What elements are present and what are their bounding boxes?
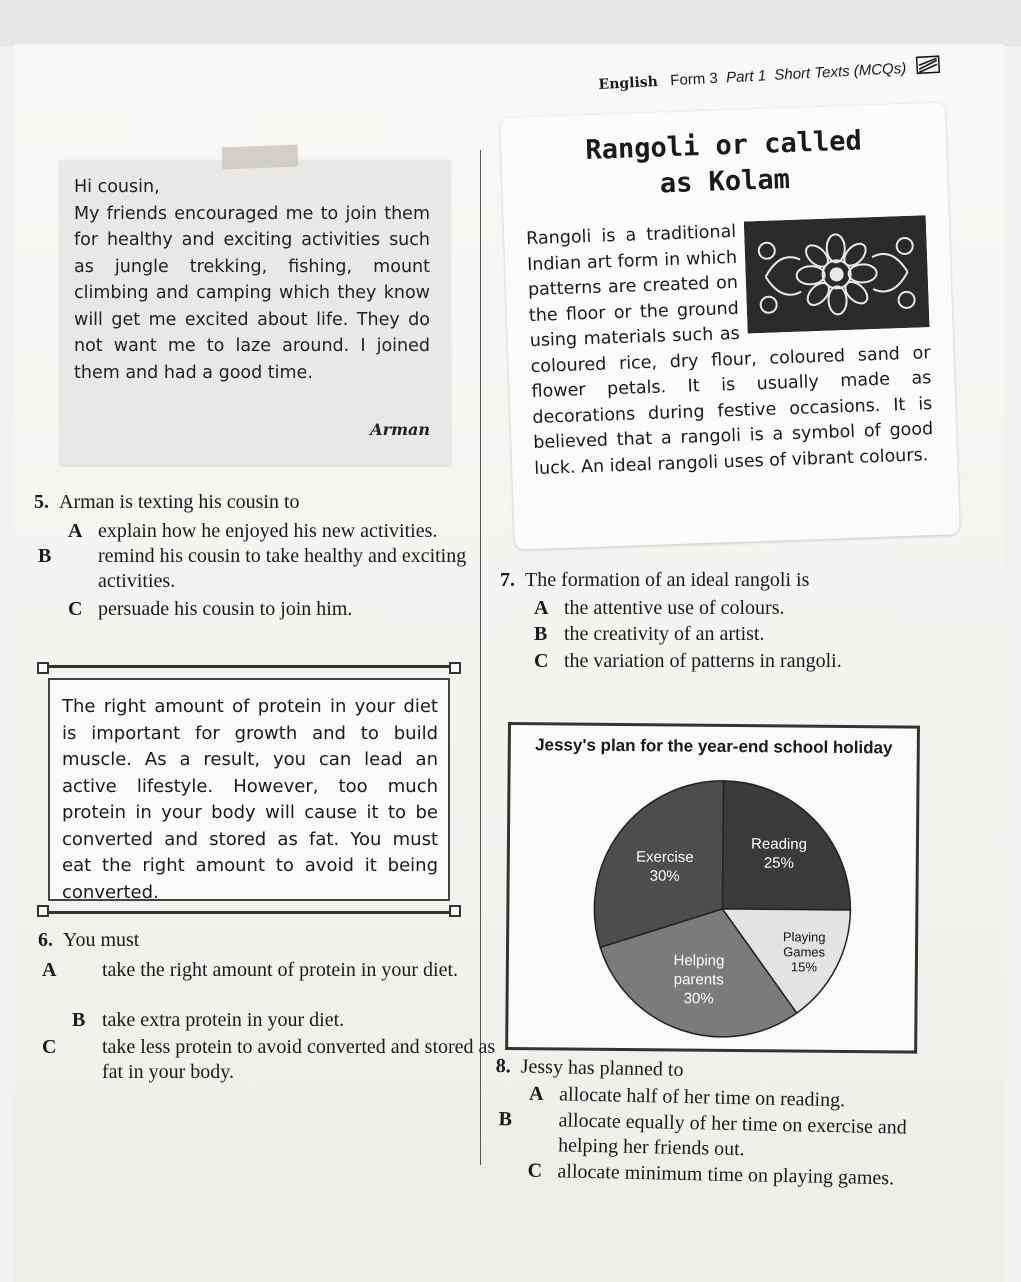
q5-stem: Arman is texting his cousin to xyxy=(59,491,300,513)
pie-label-exercise: Exercise 30% xyxy=(635,848,694,885)
q8-stem: Jessy has planned to xyxy=(520,1055,684,1081)
q7-number: 7. xyxy=(500,569,515,591)
note-signature: Arman xyxy=(370,419,430,439)
q6-option-c[interactable]: C take less protein to avoid converted and stored as fat in your body. xyxy=(42,1036,496,1083)
note-card xyxy=(60,160,450,465)
q6-option-a[interactable]: A take the right amount of protein in your diet. xyxy=(42,959,459,981)
protein-passage-box xyxy=(48,678,450,901)
q8-option-a[interactable]: A allocate half of her time on reading. xyxy=(528,1082,846,1112)
q8-option-c[interactable]: C allocate minimum time on playing games. xyxy=(527,1159,895,1190)
corner-ornament xyxy=(37,662,49,674)
note-greeting: Hi cousin, xyxy=(74,177,160,197)
q7-option-b[interactable]: B the creativity of an artist. xyxy=(534,623,765,645)
q7-option-a[interactable]: A the attentive use of colours. xyxy=(534,597,785,619)
q7-option-c[interactable]: C the variation of patterns in rangoli. xyxy=(534,650,842,672)
q5-option-b[interactable]: B remind his cousin to take healthy and exciting activities. xyxy=(38,545,467,592)
question-5 xyxy=(34,490,474,620)
rangoli-body: Rangoli is a traditional Indian art form in which patterns are created on the floor or the ground using materials such as coloured rice, dry flour, coloured sand or flower petals. It is usually made as decorations during festive occasions. It is believed that a rangoli is a symbol of good luck. An ideal rangoli uses of vibrant colours. xyxy=(525,221,934,479)
header-form: Form 3 xyxy=(669,69,719,90)
pie-label-reading: Reading 25% xyxy=(751,835,808,872)
header-part: Part 1 xyxy=(725,67,767,87)
corner-ornament xyxy=(449,662,461,674)
pie-chart-box xyxy=(505,722,920,1054)
q5-number: 5. xyxy=(34,491,49,513)
column-divider xyxy=(480,150,481,1165)
pie-chart xyxy=(508,725,917,1051)
note-body: My friends encouraged me to join them for healthy and exciting activities such as jungle trekking, fishing, mount climbing and camping which they know will get me excited about life. They do not want me to laze around. I joined them and had a good time. xyxy=(74,203,430,383)
q7-stem: The formation of an ideal rangoli is xyxy=(525,569,810,591)
header-subject: English xyxy=(598,73,659,94)
chart-title: Jessy's plan for the year-end school holiday xyxy=(535,735,893,758)
q6-option-b[interactable]: B take extra protein in your diet. xyxy=(72,1009,345,1031)
rangoli-image xyxy=(744,215,930,333)
protein-passage-frame xyxy=(40,665,458,914)
q6-number: 6. xyxy=(38,929,53,951)
q8-number: 8. xyxy=(495,1054,511,1078)
tape-strip xyxy=(222,145,299,170)
question-7 xyxy=(500,568,940,672)
rangoli-text-block xyxy=(526,213,935,482)
header-section: Short Texts (MCQs) xyxy=(773,59,907,84)
book-icon xyxy=(916,54,941,79)
rangoli-card xyxy=(500,102,960,549)
question-6 xyxy=(38,928,496,1083)
q6-stem: You must xyxy=(63,929,140,951)
pie-label-playing-games: Playing Games 15% xyxy=(782,929,826,975)
q8-option-b[interactable]: B allocate equally of her time on exercise and helping her friends out. xyxy=(498,1108,907,1161)
corner-ornament xyxy=(37,905,49,917)
q5-option-a[interactable]: A explain how he enjoyed his new activities. xyxy=(68,520,438,542)
pie-label-helping-parents: Helping parents 30% xyxy=(673,952,725,1008)
corner-ornament xyxy=(449,905,461,917)
top-band xyxy=(0,0,1021,46)
rangoli-title: Rangoli or called as Kolam xyxy=(584,125,863,200)
protein-body: The right amount of protein in your diet is important for growth and to build muscle. As a result, you can lead an active lifestyle. However, too much protein in your body will cause it to be converted and stored as fat. You must eat the right amount to avoid it being converted. xyxy=(62,696,438,903)
q5-option-c[interactable]: C persuade his cousin to join him. xyxy=(68,598,353,620)
